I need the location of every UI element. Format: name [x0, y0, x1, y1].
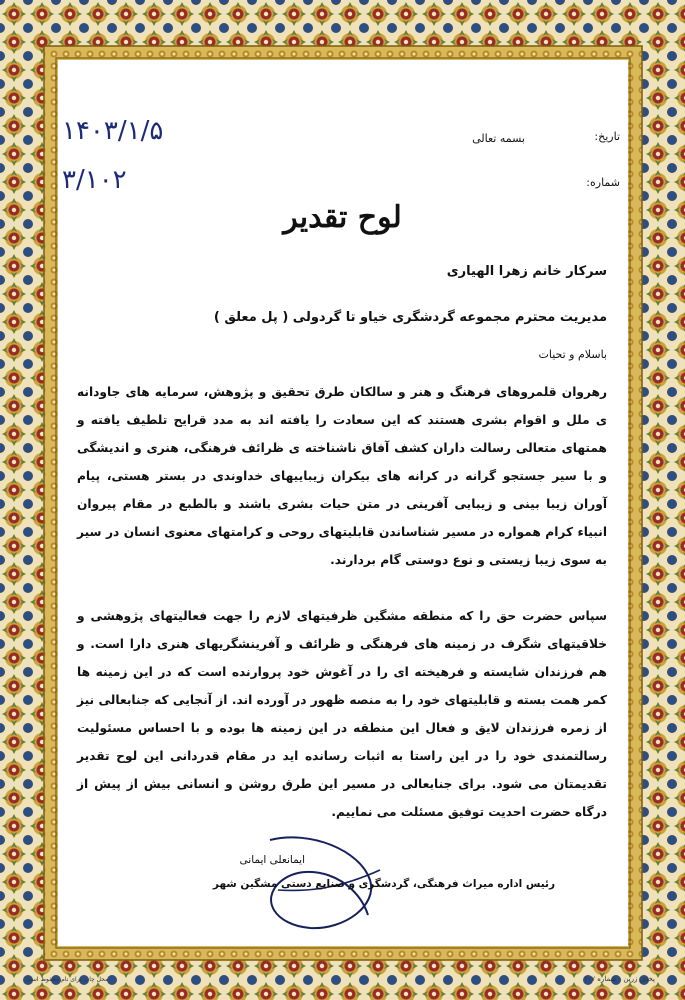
- signer-name: ایمانعلی ایمانی: [239, 854, 305, 866]
- number-label: شماره:: [586, 176, 620, 189]
- body-paragraph-2: سپاس حضرت حق را که منطقه مشگین ظرفیتهای لازم را جهت فعالیتهای پژوهشی و خلاقیتهای شگرف در زمینه های فرهنگی و ظرائف و آفرینشگریهای هنری دارا است. و هم فرزندان شایسته و فرهیخته ای را در آغوش خود پروارنده است که در این زمینه ها کمر همت بسته و قابلیتهای خود را به منصه ظهور در آورده اند. از آنجایی که جنابعالی نیز از زمره فرزندان لایق و فعال این منطقه در این زمینه ها بوده و با احساس مسئولیت رسالتمندی خود را در این راستا به اثبات رسانده اید در مقام قدردانی این لوح تقدیر تقدیمتان می شود. برای جنابعالی در مسیر این طرق روشن و انسانی بیش از پیش از درگاه حضرت احدیت توفیق مسئلت می نماییم.: [77, 609, 607, 819]
- page-title: لوح تقدیر: [283, 200, 402, 235]
- basmala: بسمه تعالی: [472, 132, 525, 145]
- footer-publisher: پخش زرین - شماره ۱۰۷: [583, 975, 655, 983]
- greeting: باسلام و تحیات: [538, 348, 607, 361]
- body-paragraph-1: رهروان قلمروهای فرهنگ و هنر و سالکان طرق تحقیق و پژوهش، سرمایه های جاودانه ی ملل و اقوام بشری هستند که این سعادت را یافته اند به مدد قرایح تلطیف یافته و همتهای متعالی رسالت داران کشف آفاق ناشناخته ی ظرائف فرهنگی، هنری و اندیشگی و با سیر جستجو گرانه در کرانه های بیکران زیباییهای خداوندی در بستر هستی، پیام آوران زیبا بینی و زیبایی آفرینی در متن حیات بشری باشند و بالطبع در مقام پیروان انبیاء کرام همواره در مسیر شناساندن قابلیتهای روحی و کرامتهای معنوی انسان در سیر به سوی زیبا زیستی و نوع دوستی گام بردارند.: [77, 385, 607, 567]
- date-label: تاریخ:: [594, 130, 620, 143]
- signer-title: رئیس اداره میراث فرهنگی، گردشگری و صنایع دستی مشگین شهر: [212, 878, 555, 890]
- date-value: ۱۴۰۳/۱/۵: [62, 116, 164, 146]
- number-value: ۳/۱۰۲: [62, 165, 127, 195]
- footer-left-note: محل چاپ برای نام محفوظ است: [26, 976, 109, 983]
- recipient-name: سرکار خانم زهرا الهیاری: [446, 264, 607, 279]
- recipient-role: مدیریت محترم مجموعه گردشگری خیاو تا گردولی ( پل معلق ): [213, 310, 607, 325]
